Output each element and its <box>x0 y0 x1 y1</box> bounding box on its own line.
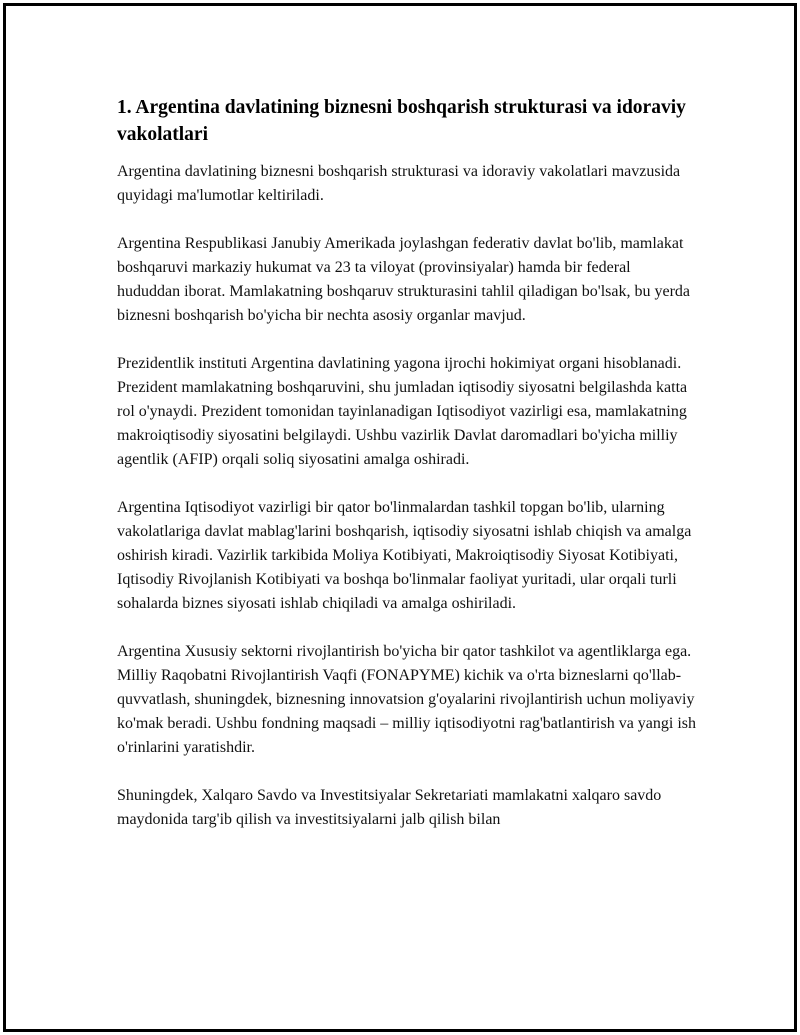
document-body <box>117 94 697 856</box>
paragraph-ministry: Argentina Iqtisodiyot vazirligi bir qator bo'linmalardan tashkil topgan bo'lib, ularning vakolatlariga davlat mablag'larini boshqarish, iqtisodiy siyosatni ishlab chiqish va amalga oshirish kiradi. Vazirlik tarkibida Moliya Kotibiyati, Makroiqtisodiy Siyosat Kotibiyati, Iqtisodiy Rivojlanish Kotibiyati va boshqa bo'linmalar faoliyat yuritadi, ular orqali turli sohalarda biznes siyosati ishlab chiqiladi va amalga oshiriladi. <box>117 499 692 612</box>
paragraph-presidency: Prezidentlik instituti Argentina davlatining yagona ijrochi hokimiyat organi hisoblanadi. Prezident mamlakatning boshqaruvini, shu jumladan iqtisodiy siyosatni belgilashda katta rol o'ynaydi. Prezident tomonidan tayinlanadigan Iqtisodiyot vazirligi esa, mamlakatning makroiqtisodiy siyosatini belgilaydi. Ushbu vazirlik Davlat daromadlari bo'yicha milliy agentlik (AFIP) orqali soliq siyosatini amalga oshiradi. <box>117 355 688 468</box>
paragraph-trade-secretariat: Shuningdek, Xalqaro Savdo va Investitsiyalar Sekretariati mamlakatni xalqaro savdo maydonida targ'ib qilish va investitsiyalarni jalb qilish bilan <box>117 787 662 828</box>
paragraph-republic: Argentina Respublikasi Janubiy Amerikada joylashgan federativ davlat bo'lib, mamlakat boshqaruvi markaziy hukumat va 23 ta viloyat (provinsiyalar) hamda bir federal hududdan iborat. Mamlakatning boshqaruv strukturasini tahlil qiladigan bo'lsak, bu yerda biznesni boshqarish bo'yicha bir nechta asosiy organlar mavjud. <box>117 235 690 324</box>
paragraph-intro: Argentina davlatining biznesni boshqarish strukturasi va idoraviy vakolatlari mavzusida quyidagi ma'lumotlar keltiriladi. <box>117 163 681 204</box>
paragraph-private-sector: Argentina Xususiy sektorni rivojlantirish bo'yicha bir qator tashkilot va agentliklarga ega. Milliy Raqobatni Rivojlantirish Vaqfi (FONAPYME) kichik va o'rta bizneslarni qo'llab-quvvatlash, shuningdek, biznesning innovatsion g'oyalarini rivojlantirish uchun moliyaviy ko'mak beradi. Ushbu fondning maqsadi – milliy iqtisodiyotni rag'batlantirish va yangi ish o'rinlarini yaratishdir. <box>117 643 697 756</box>
document-title: 1. Argentina davlatining biznesni boshqarish strukturasi va idoraviy vakolatlari <box>117 97 686 145</box>
